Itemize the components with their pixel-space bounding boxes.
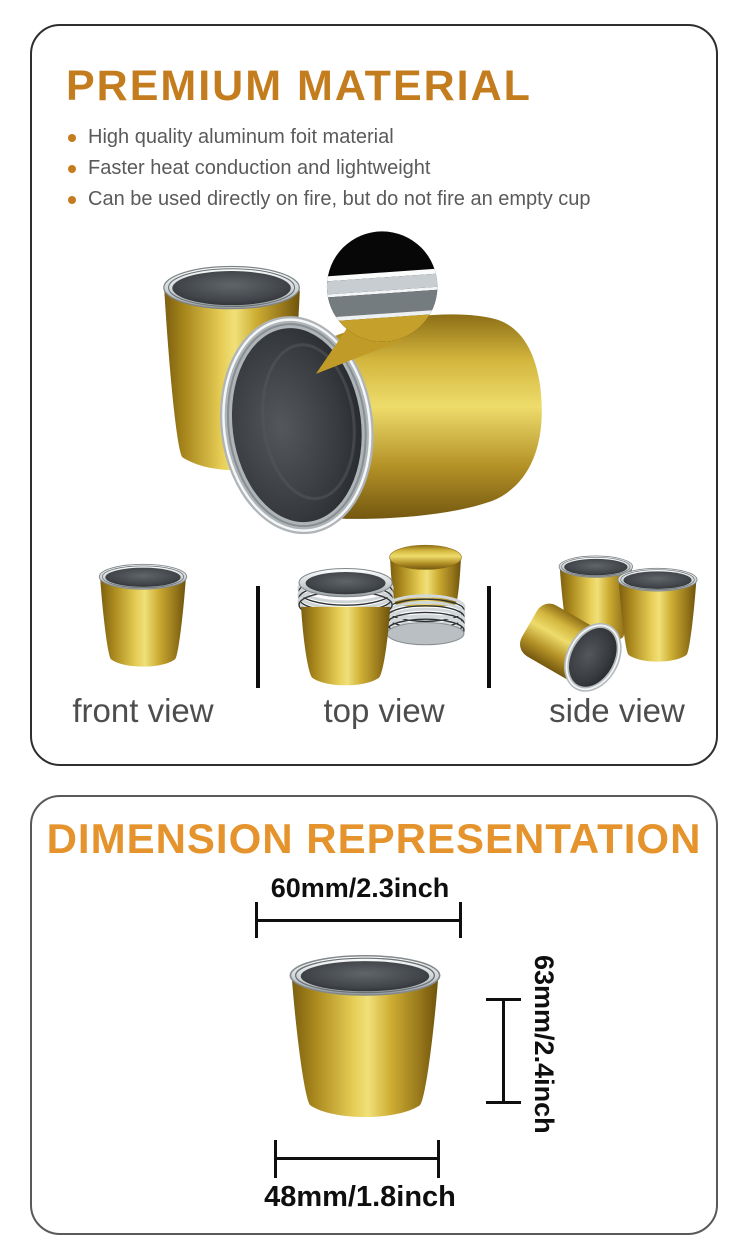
top-width-dimension-line <box>255 919 462 922</box>
bottom-diameter-label: 48mm/1.8inch <box>264 1181 456 1213</box>
bullet-dot-icon <box>68 196 76 204</box>
feature-bullet-text: High quality aluminum foit material <box>88 126 394 148</box>
top-width-tick-right <box>459 902 462 938</box>
top-view-label: top view <box>323 692 445 729</box>
feature-bullet-text: Faster heat conduction and lightweight <box>88 157 431 179</box>
premium-material-section <box>30 24 718 766</box>
front-view-label: front view <box>72 692 214 729</box>
height-label: 63mm/2.4inch <box>529 955 559 1134</box>
height-dimension-line <box>502 999 505 1104</box>
dimension-section <box>30 795 718 1235</box>
top-view-image <box>296 544 468 686</box>
view-divider <box>487 586 491 688</box>
bottom-width-dimension-line <box>274 1157 440 1160</box>
feature-bullet <box>68 184 591 215</box>
height-tick-top <box>486 998 521 1001</box>
premium-section-title: PREMIUM MATERIAL <box>66 62 532 110</box>
dimension-section-title: DIMENSION REPRESENTATION <box>46 815 702 862</box>
height-tick-bottom <box>486 1101 521 1104</box>
feature-bullet-text: Can be used directly on fire, but do not fire an empty cup <box>88 188 591 210</box>
view-divider <box>256 586 260 688</box>
top-width-tick-left <box>255 902 258 938</box>
side-view-label: side view <box>549 692 685 729</box>
feature-bullet <box>68 153 591 184</box>
bullet-dot-icon <box>68 165 76 173</box>
bullet-dot-icon <box>68 134 76 142</box>
hero-product-image <box>84 226 606 558</box>
dimension-cup-image <box>283 949 447 1127</box>
topview-inverted-stack <box>387 545 464 645</box>
feature-bullet <box>68 122 591 153</box>
feature-bullet-list <box>68 122 591 215</box>
front-view-image <box>95 560 191 673</box>
topview-upright-stack <box>299 568 392 685</box>
top-diameter-label: 60mm/2.3inch <box>270 873 450 903</box>
side-view-image <box>513 550 705 697</box>
